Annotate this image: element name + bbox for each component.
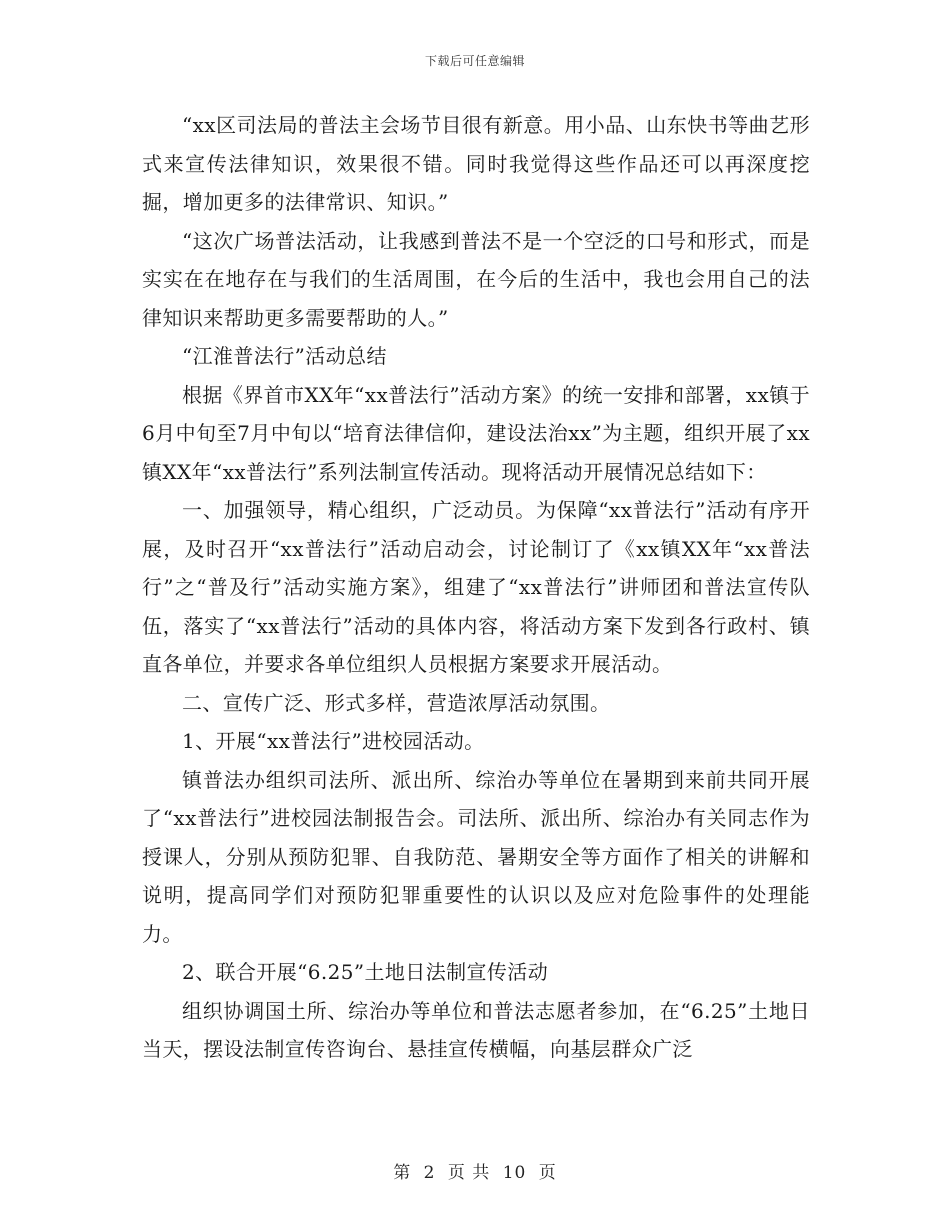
paragraph-point-2: 二、宣传广泛、形式多样，营造浓厚活动氛围。 xyxy=(182,690,611,715)
paragraph-land-day: 组织协调国土所、综治办等单位和普法志愿者参加，在“6.25”土地日当天，摆设法制宣传咨询台、悬挂宣传横幅，向基层群众广泛 xyxy=(142,998,810,1061)
footer-prefix: 第 xyxy=(393,1163,412,1183)
document-body xyxy=(142,106,810,1069)
paragraph-quote-2: “这次广场普法活动，让我感到普法不是一个空泛的口号和形式，而是实实在在地存在与我们的生活周围，在今后的生活中，我也会用自己的法律知识来帮助更多需要帮助的人。” xyxy=(142,228,810,330)
section-title: “江淮普法行”活动总结 xyxy=(182,344,387,368)
footer-mid: 页 共 xyxy=(447,1163,491,1183)
paragraph-quote-1: “xx区司法局的普法主会场节目很有新意。用小品、山东快书等曲艺形式来宣传法律知识，效果很不错。同时我觉得这些作品还可以再深度挖掘，增加更多的法律常识、知识。” xyxy=(142,113,810,214)
page-number-total: 10 xyxy=(502,1163,527,1183)
footer-suffix: 页 xyxy=(538,1163,557,1183)
paragraph-intro: 根据《界首市XX年“xx普法行”活动方案》的统一安排和部署，xx镇于6月中旬至7月中旬以“培育法律信仰，建设法治xx”为主题，组织开展了xx镇XX年“xx普法行”系列法制宣传活动。现将活动开展情况总结如下： xyxy=(142,382,810,484)
page-footer xyxy=(0,1158,950,1183)
paragraph-school-activity: 镇普法办组织司法所、派出所、综治办等单位在暑期到来前共同开展了“xx普法行”进校园法制报告会。司法所、派出所、综治办有关同志作为授课人，分别从预防犯罪、自我防范、暑期安全等方面作了相关的讲解和说明，提高同学们对预防犯罪重要性的认识以及应对危险事件的处理能力。 xyxy=(142,767,810,946)
page-header: 下载后可任意编辑 xyxy=(424,54,525,68)
subheading-1: 1、开展“xx普法行”进校园活动。 xyxy=(182,729,485,753)
paragraph-point-1: 一、加强领导，精心组织，广泛动员。为保障“xx普法行”活动有序开展，及时召开“xx普法行”活动启动会，讨论制订了《xx镇XX年“xx普法行”之“普及行”活动实施方案》，组建了“xx普法行”讲师团和普法宣传队伍，落实了“xx普法行”活动的具体内容，将活动方案下发到各行政村、镇直各单位，并要求各单位组织人员根据方案要求开展活动。 xyxy=(142,498,810,676)
page-number-current: 2 xyxy=(423,1163,436,1183)
subheading-2: 2、联合开展“6.25”土地日法制宣传活动 xyxy=(182,960,549,984)
